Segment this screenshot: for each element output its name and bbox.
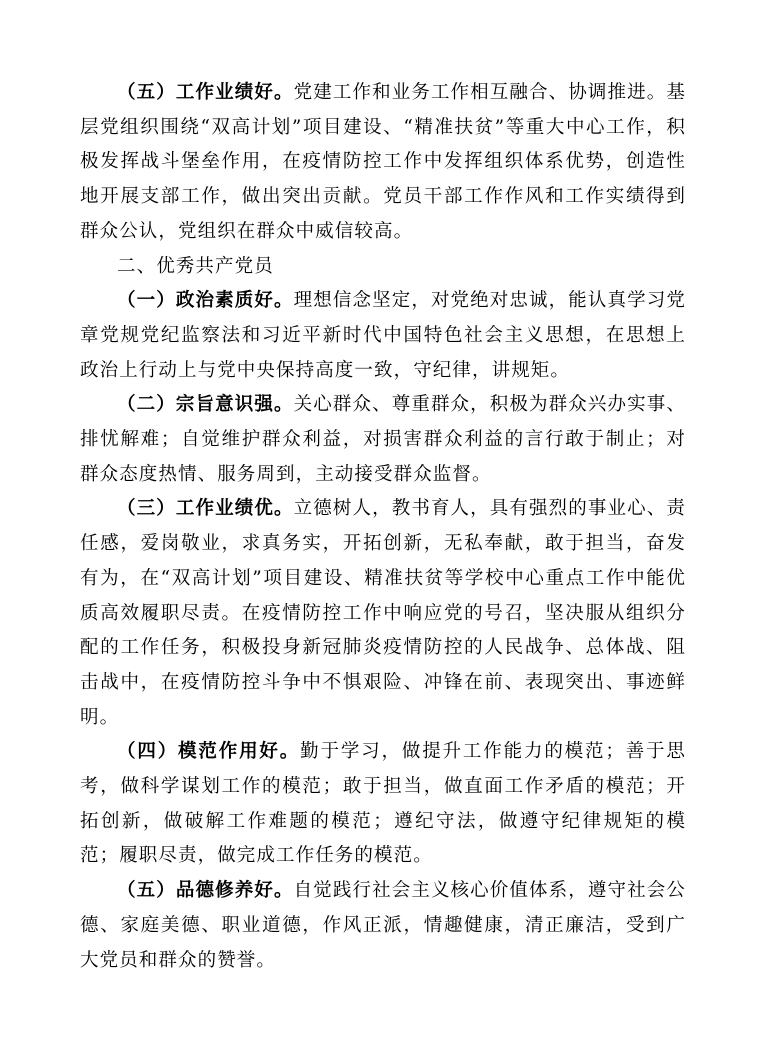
paragraph-exemplary-role bbox=[80, 735, 686, 874]
paragraph-lead: （四）模范作用好。 bbox=[117, 741, 301, 763]
paragraph-lead: （三）工作业绩优。 bbox=[117, 498, 294, 520]
paragraph-body: 理想信念坚定，对党绝对忠诚，能认真学习党章党规党纪监察法和习近平新时代中国特色社会主义思想，在思想上政治上行动上与党中央保持高度一致，守纪律，讲规矩。 bbox=[80, 290, 686, 381]
paragraph-lead: （二）宗旨意识强。 bbox=[117, 394, 294, 416]
paragraph-body: 党建工作和业务工作相互融合、协调推进。基层党组织围绕“双高计划”项目建设、“精准扶贫”等重大中心工作，积极发挥战斗堡垒作用，在疫情防控工作中发挥组织体系优势，创造性地开展支部工作，做出突出贡献。党员干部工作作风和工作实绩得到群众公认，党组织在群众中威信较高。 bbox=[80, 82, 686, 242]
paragraph-moral-cultivation bbox=[80, 874, 686, 978]
paragraph-lead: （五）工作业绩好。 bbox=[117, 82, 294, 103]
paragraph-work-performance-member bbox=[80, 492, 686, 735]
document-page bbox=[80, 76, 686, 978]
paragraph-lead: （五）品德修养好。 bbox=[117, 880, 294, 902]
section-heading: 二、优秀共产党员 bbox=[117, 255, 274, 277]
paragraph-body: 自觉践行社会主义核心价值体系，遵守社会公德、家庭美德、职业道德，作风正派，情趣健康，清正廉洁，受到广大党员和群众的赞誉。 bbox=[80, 880, 686, 971]
paragraph-purpose-awareness bbox=[80, 388, 686, 492]
paragraph-work-performance-org bbox=[80, 76, 686, 250]
paragraph-body: 立德树人，教书育人，具有强烈的事业心、责任感，爱岗敬业，求真务实，开拓创新，无私奉献，敢于担当，奋发有为，在“双高计划”项目建设、精准扶贫等学校中心重点工作中能优质高效履职尽责。在疫情防控工作中响应党的号召，坚决服从组织分配的工作任务，积极投身新冠肺炎疫情防控的人民战争、总体战、阻击战中，在疫情防控斗争中不惧艰险、冲锋在前、表现突出、事迹鲜明。 bbox=[80, 498, 686, 728]
paragraph-lead: （一）政治素质好。 bbox=[117, 290, 294, 312]
paragraph-political-quality bbox=[80, 284, 686, 388]
paragraph-body: 勤于学习，做提升工作能力的模范；善于思考，做科学谋划工作的模范；敢于担当，做直面工作矛盾的模范；开拓创新，做破解工作难题的模范；遵纪守法，做遵守纪律规矩的模范；履职尽责，做完成工作任务的模范。 bbox=[80, 741, 687, 867]
paragraph-body: 关心群众、尊重群众，积极为群众兴办实事、排忧解难；自觉维护群众利益，对损害群众利益的言行敢于制止；对群众态度热情、服务周到，主动接受群众监督。 bbox=[80, 394, 686, 485]
